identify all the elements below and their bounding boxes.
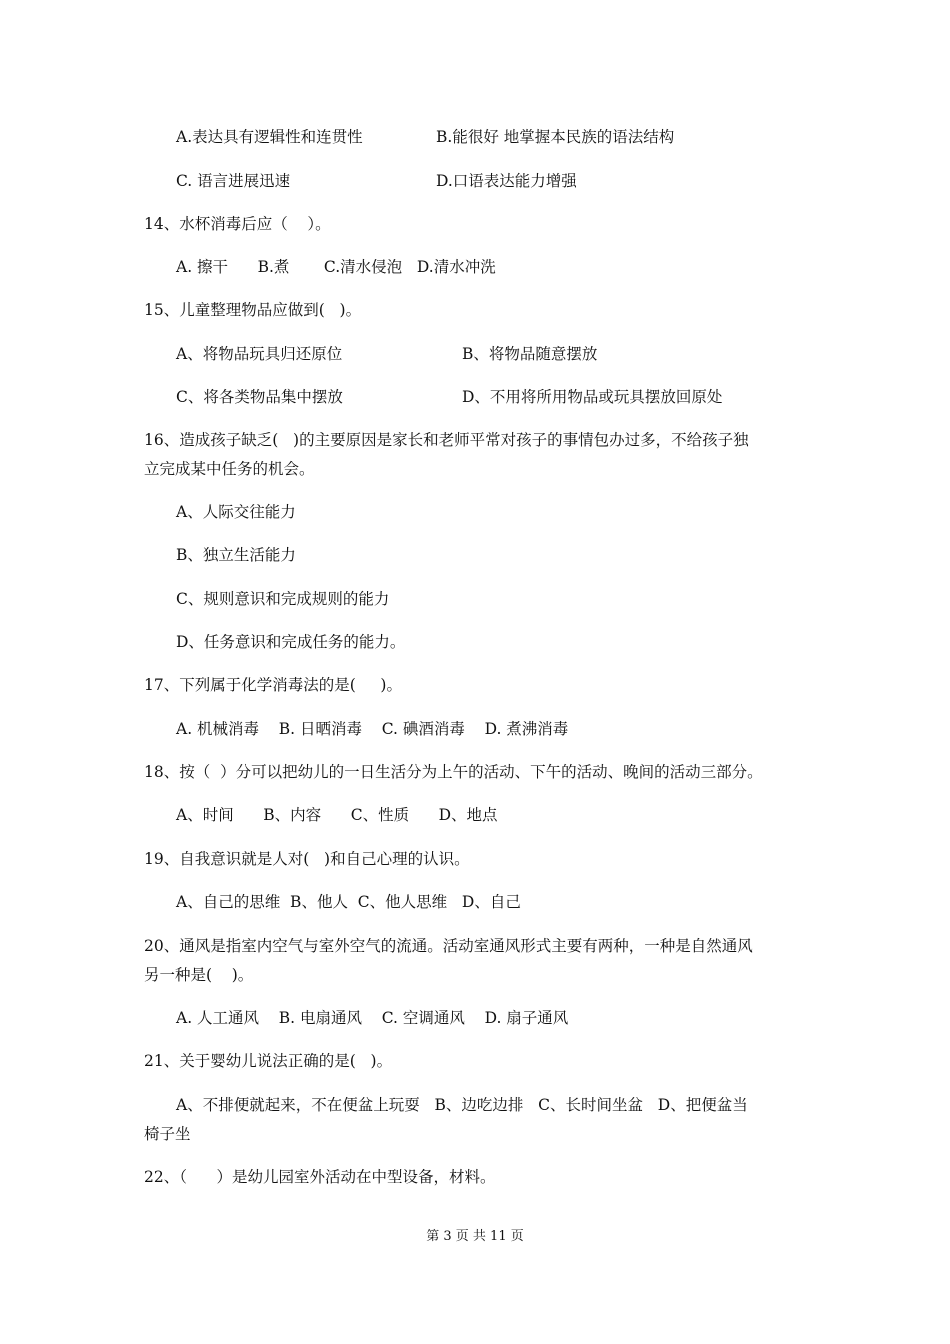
question-16-line-2: 立完成某中任务的机会。 — [144, 460, 315, 478]
question-14: 14、水杯消毒后应（ ）。 — [144, 215, 331, 233]
option-16c: C、规则意识和完成规则的能力 — [176, 590, 390, 608]
option-15b: B、将物品随意摆放 — [462, 345, 598, 363]
option-15d: D、不用将所用物品或玩具摆放回原处 — [462, 388, 723, 406]
options-21-line-2: 椅子坐 — [144, 1125, 191, 1143]
question-20-line-2: 另一种是( )。 — [144, 966, 254, 984]
question-19: 19、自我意识就是人对( )和自己心理的认识。 — [144, 850, 470, 868]
question-22: 22、（ ）是幼儿园室外活动在中型设备，材料。 — [144, 1168, 496, 1186]
question-17: 17、下列属于化学消毒法的是( )。 — [144, 676, 402, 694]
option-16a: A、人际交往能力 — [176, 503, 296, 521]
option-13b: B.能很好 地掌握本民族的语法结构 — [436, 128, 675, 146]
question-15: 15、儿童整理物品应做到( )。 — [144, 301, 362, 319]
options-20: A. 人工通风 B. 电扇通风 C. 空调通风 D. 扇子通风 — [176, 1009, 569, 1027]
options-21-line-1: A、不排便就起来，不在便盆上玩耍 B、边吃边排 C、长时间坐盆 D、把便盆当 — [176, 1096, 748, 1114]
options-14: A. 擦干 B.煮 C.清水侵泡 D.清水冲洗 — [176, 258, 496, 276]
options-19: A、自己的思维 B、他人 C、他人思维 D、自己 — [176, 893, 521, 911]
options-17: A. 机械消毒 B. 日晒消毒 C. 碘酒消毒 D. 煮沸消毒 — [176, 720, 569, 738]
option-16d: D、任务意识和完成任务的能力。 — [176, 633, 406, 651]
question-16-line-1: 16、造成孩子缺乏( )的主要原因是家长和老师平常对孩子的事情包办过多，不给孩子独 — [144, 431, 749, 449]
options-18: A、时间 B、内容 C、性质 D、地点 — [176, 806, 498, 824]
question-18: 18、按（ ）分可以把幼儿的一日生活分为上午的活动、下午的活动、晚间的活动三部分。 — [144, 763, 763, 781]
option-16b: B、独立生活能力 — [176, 546, 296, 564]
option-13d: D.口语表达能力增强 — [436, 172, 577, 190]
option-13c: C. 语言进展迅速 — [176, 172, 291, 190]
question-21: 21、关于婴幼儿说法正确的是( )。 — [144, 1052, 393, 1070]
question-20-line-1: 20、通风是指室内空气与室外空气的流通。活动室通风形式主要有两种，一种是自然通风 — [144, 937, 753, 955]
option-13a: A.表达具有逻辑性和连贯性 — [176, 128, 363, 146]
page-footer: 第 3 页 共 11 页 — [426, 1229, 524, 1244]
option-15c: C、将各类物品集中摆放 — [176, 388, 343, 406]
option-15a: A、将物品玩具归还原位 — [176, 345, 343, 363]
